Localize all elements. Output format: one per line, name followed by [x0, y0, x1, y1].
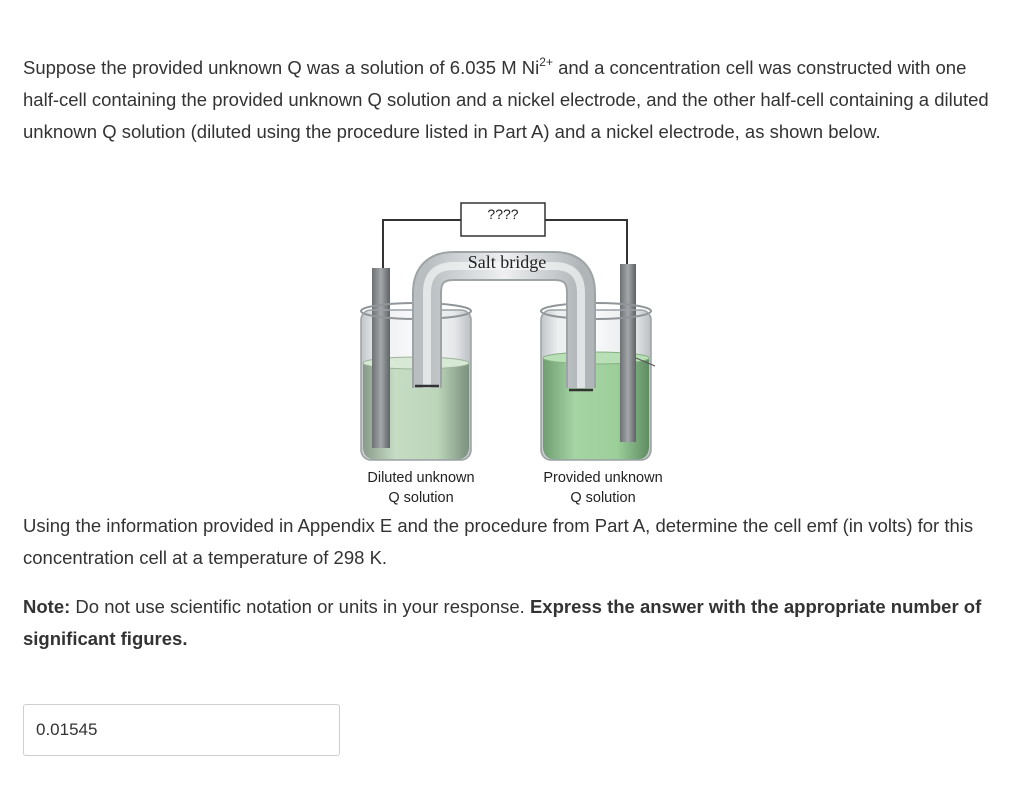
salt-bridge-label: Salt bridge	[467, 252, 547, 272]
answer-input[interactable]	[23, 704, 340, 756]
meter-label: ????	[487, 206, 519, 222]
note-text: Note: Do not use scientific notation or units in your response. Express the answer with the appropriate number of significant figures.	[23, 596, 982, 649]
question-text: Suppose the provided unknown Q was a solution of 6.035 M $Ni^{2+}$ and a concentration cell was constructed with one half-cell containing the provided unknown Q solution and a nickel electrode, and the other half-cell containing a diluted unknown Q solution (diluted using the procedure listed in Part A) and a nickel electrode, as shown below.	[23, 54, 989, 142]
right-electrode	[620, 264, 636, 442]
right-cell-label: Provided unknown Q solution	[543, 470, 663, 506]
left-cell-label: Diluted unknown Q solution	[367, 470, 475, 506]
note-emphasis: Express the answer with the appropriate number of significant figures.	[23, 596, 982, 649]
concentration-cell-diagram	[355, 198, 680, 510]
left-electrode	[372, 268, 390, 448]
charge-superscript: 2+	[539, 54, 553, 69]
instructions-text: Using the information provided in Appendix E and the procedure from Part A, determine the cell emf (in volts) for this concentration cell at a temperature of 298 K.	[23, 515, 974, 568]
note-prefix: Note:	[23, 596, 71, 617]
